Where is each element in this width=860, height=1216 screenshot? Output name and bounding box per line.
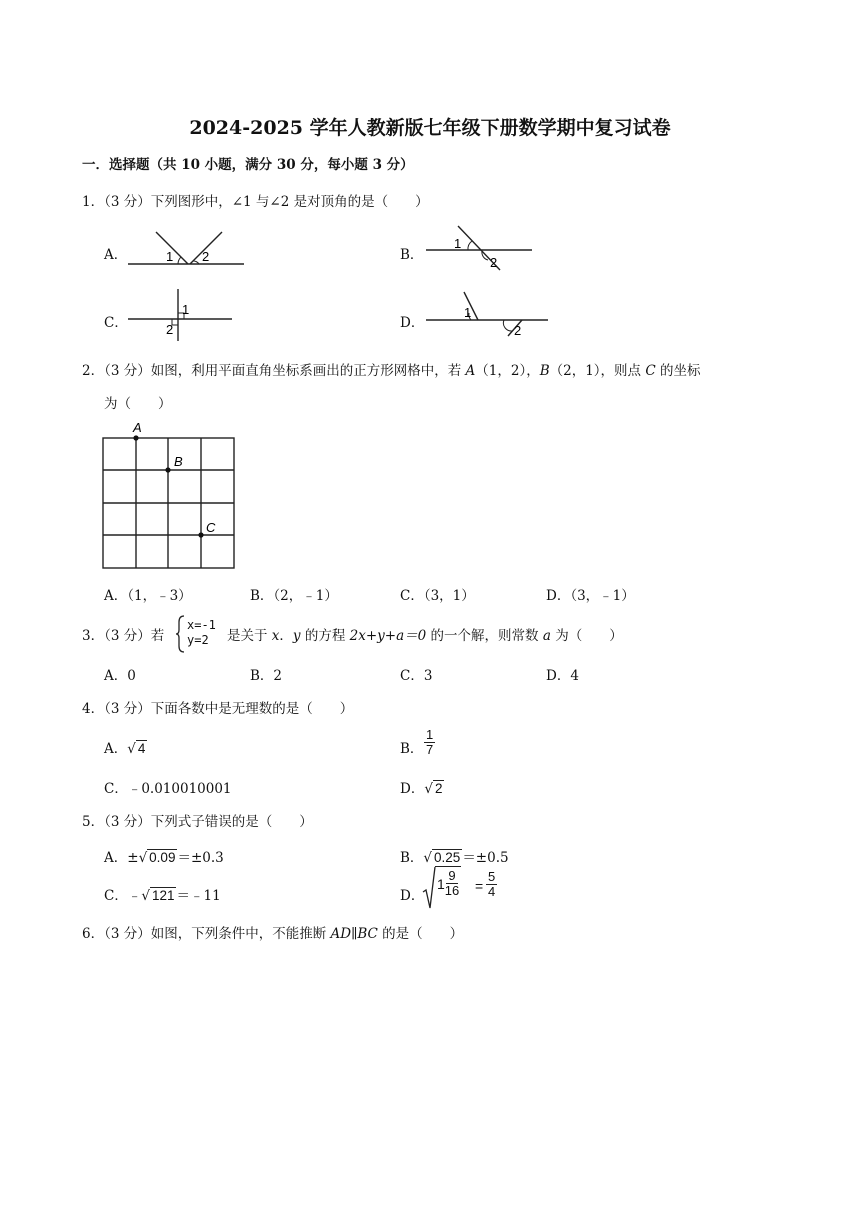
q1b-angle1-label: 1: [454, 236, 462, 251]
q4-a-radicand: 4: [137, 741, 146, 756]
q3-var-a: a: [542, 628, 551, 644]
sqrt-icon: [422, 866, 436, 910]
q2-point-a: A: [465, 363, 476, 379]
q2-stem-part2: 的坐标: [655, 363, 701, 379]
q3-option-d: D．4: [546, 668, 579, 684]
q3-var-y: y: [292, 628, 301, 644]
q1-option-a-label: A．: [104, 247, 128, 263]
question-5-stem: 5．（3 分）下列式子错误的是（ ）: [82, 814, 313, 830]
q3-dot: ．: [279, 628, 293, 644]
q6-segment-bc: BC: [357, 926, 378, 942]
q5-d-equals: =: [475, 878, 484, 894]
grid-point-a: [133, 435, 138, 440]
q3-mid2: 的方程: [300, 628, 350, 644]
q5-d-rhs-numerator: 5: [488, 869, 496, 884]
sqrt-icon: √: [127, 741, 136, 757]
q2-option-d: D．（3，﹣1）: [546, 588, 635, 604]
question-1-stem: 1．（3 分）下列图形中，∠1 与∠2 是对顶角的是（ ）: [82, 194, 429, 210]
q2-stem-part1: 2．（3 分）如图，利用平面直角坐标系画出的正方形网格中，若: [82, 363, 466, 379]
section-heading: 一．选择题（共 10 小题，满分 30 分，每小题 3 分）: [82, 157, 414, 173]
q6-stem-part2: 的是（ ）: [377, 926, 464, 942]
q3-option-b: B．2: [250, 668, 283, 684]
question-4-stem: 4．（3 分）下面各数中是无理数的是（ ）: [82, 701, 354, 717]
q5-a-rhs: ＝±0.3: [177, 850, 224, 866]
q1b-angle2-label: 2: [490, 255, 498, 270]
grid-label-b: B: [174, 454, 183, 469]
q6-stem-part1: 6．（3 分）如图，下列条件中，不能推断: [82, 926, 331, 942]
question-3-stem-rest: [227, 624, 623, 644]
q5-option-a: [104, 846, 224, 866]
q5-d-whole: 1: [437, 875, 445, 892]
q5-d-mixed-number: [435, 866, 461, 898]
q4-option-d: [400, 777, 444, 797]
q3-system-line1: x=-1: [187, 618, 216, 632]
question-6-stem: [82, 922, 463, 942]
q1-figure-a: [126, 228, 246, 270]
q1a-angle1-label: 1: [166, 249, 174, 264]
q1-option-b-label: B．: [400, 247, 424, 263]
q5-option-b-label: B．: [400, 850, 424, 866]
question-3-stem-prefix: 3．（3 分）若: [82, 628, 165, 644]
q1c-angle1-label: 1: [182, 302, 190, 317]
q1-figure-d: [424, 290, 550, 340]
q2-b-coord: （2，1），则点: [549, 363, 646, 379]
q3-suffix: 为（ ）: [550, 628, 623, 644]
q3-option-c: C．3: [400, 668, 433, 684]
q5-b-radicand: 0.25: [434, 850, 461, 865]
q4-b-denominator: 7: [426, 742, 434, 757]
q5-option-b: [400, 846, 509, 866]
q3-var-x: x: [271, 628, 280, 644]
q5-c-radicand: 121: [151, 888, 175, 903]
q2-point-c: C: [645, 363, 656, 379]
q1-option-d-label: D．: [400, 315, 425, 331]
q4-option-a-label: A．: [104, 741, 128, 757]
q2-option-a: A．（1，﹣3）: [104, 588, 192, 604]
q5-d-denominator: 16: [444, 883, 460, 898]
q6-segment-ad: AD: [330, 926, 352, 942]
q1d-angle1-label: 1: [464, 305, 472, 320]
q2-option-c: C．（3，1）: [400, 588, 475, 604]
q3-option-a: A．0: [104, 668, 136, 684]
sqrt-icon: √: [138, 850, 148, 866]
q5-d-rhs-denominator: 4: [488, 884, 496, 899]
q1a-angle2-label: 2: [202, 249, 210, 264]
q5-option-c-label: C．﹣: [104, 888, 142, 904]
sqrt-icon: √: [424, 781, 433, 797]
q4-b-numerator: 1: [426, 727, 434, 742]
q3-equation-system: [187, 614, 216, 648]
q5-d-rhs-fraction: [486, 870, 497, 899]
q5-option-d-label: D．: [400, 888, 425, 904]
q2-grid-figure: [100, 420, 240, 572]
q5-d-numerator: 9: [448, 868, 456, 883]
q1c-angle2-label: 2: [166, 322, 174, 337]
q3-equation: 2x+y+a＝0: [349, 628, 427, 644]
q4-option-d-label: D．: [400, 781, 425, 797]
q4-option-b-fraction: [424, 728, 435, 757]
q1-figure-b: [424, 222, 534, 274]
q6-parallel-symbol: ∥: [351, 926, 358, 942]
q5-c-rhs: ＝﹣11: [176, 888, 221, 904]
q5-option-a-label: A．±: [104, 850, 139, 866]
q2-option-b: B．（2，﹣1）: [250, 588, 338, 604]
grid-point-c: [198, 532, 203, 537]
q3-system-line2: y=2: [187, 633, 209, 647]
q3-mid1: 是关于: [227, 628, 272, 644]
q2-a-coord: （1，2），: [475, 363, 540, 379]
sqrt-icon: √: [141, 888, 150, 904]
q4-option-c: C．﹣0.010010001: [104, 781, 232, 797]
q4-option-a: [104, 737, 147, 757]
q5-b-rhs: ＝±0.5: [462, 850, 509, 866]
q4-option-b-label: B．: [400, 741, 424, 757]
q1d-angle2-label: 2: [514, 323, 522, 338]
q1-option-c-label: C．: [104, 315, 128, 331]
q5-a-radicand: 0.09: [149, 850, 176, 865]
q2-point-b: B: [539, 363, 550, 379]
q1-figure-c: [126, 287, 236, 343]
q3-mid3: 的一个解，则常数: [426, 628, 543, 644]
question-2-stem: [82, 359, 701, 379]
grid-label-a: A: [133, 420, 142, 435]
q4-d-radicand: 2: [434, 781, 443, 796]
q3-brace-icon: [176, 614, 186, 654]
page-title: 2024-2025 学年人教新版七年级下册数学期中复习试卷: [189, 117, 671, 139]
q5-option-c: [104, 884, 221, 904]
question-2-stem-line2: 为（ ）: [104, 396, 172, 412]
grid-label-c: C: [206, 520, 216, 535]
sqrt-icon: √: [423, 850, 433, 866]
grid-point-b: [165, 467, 170, 472]
